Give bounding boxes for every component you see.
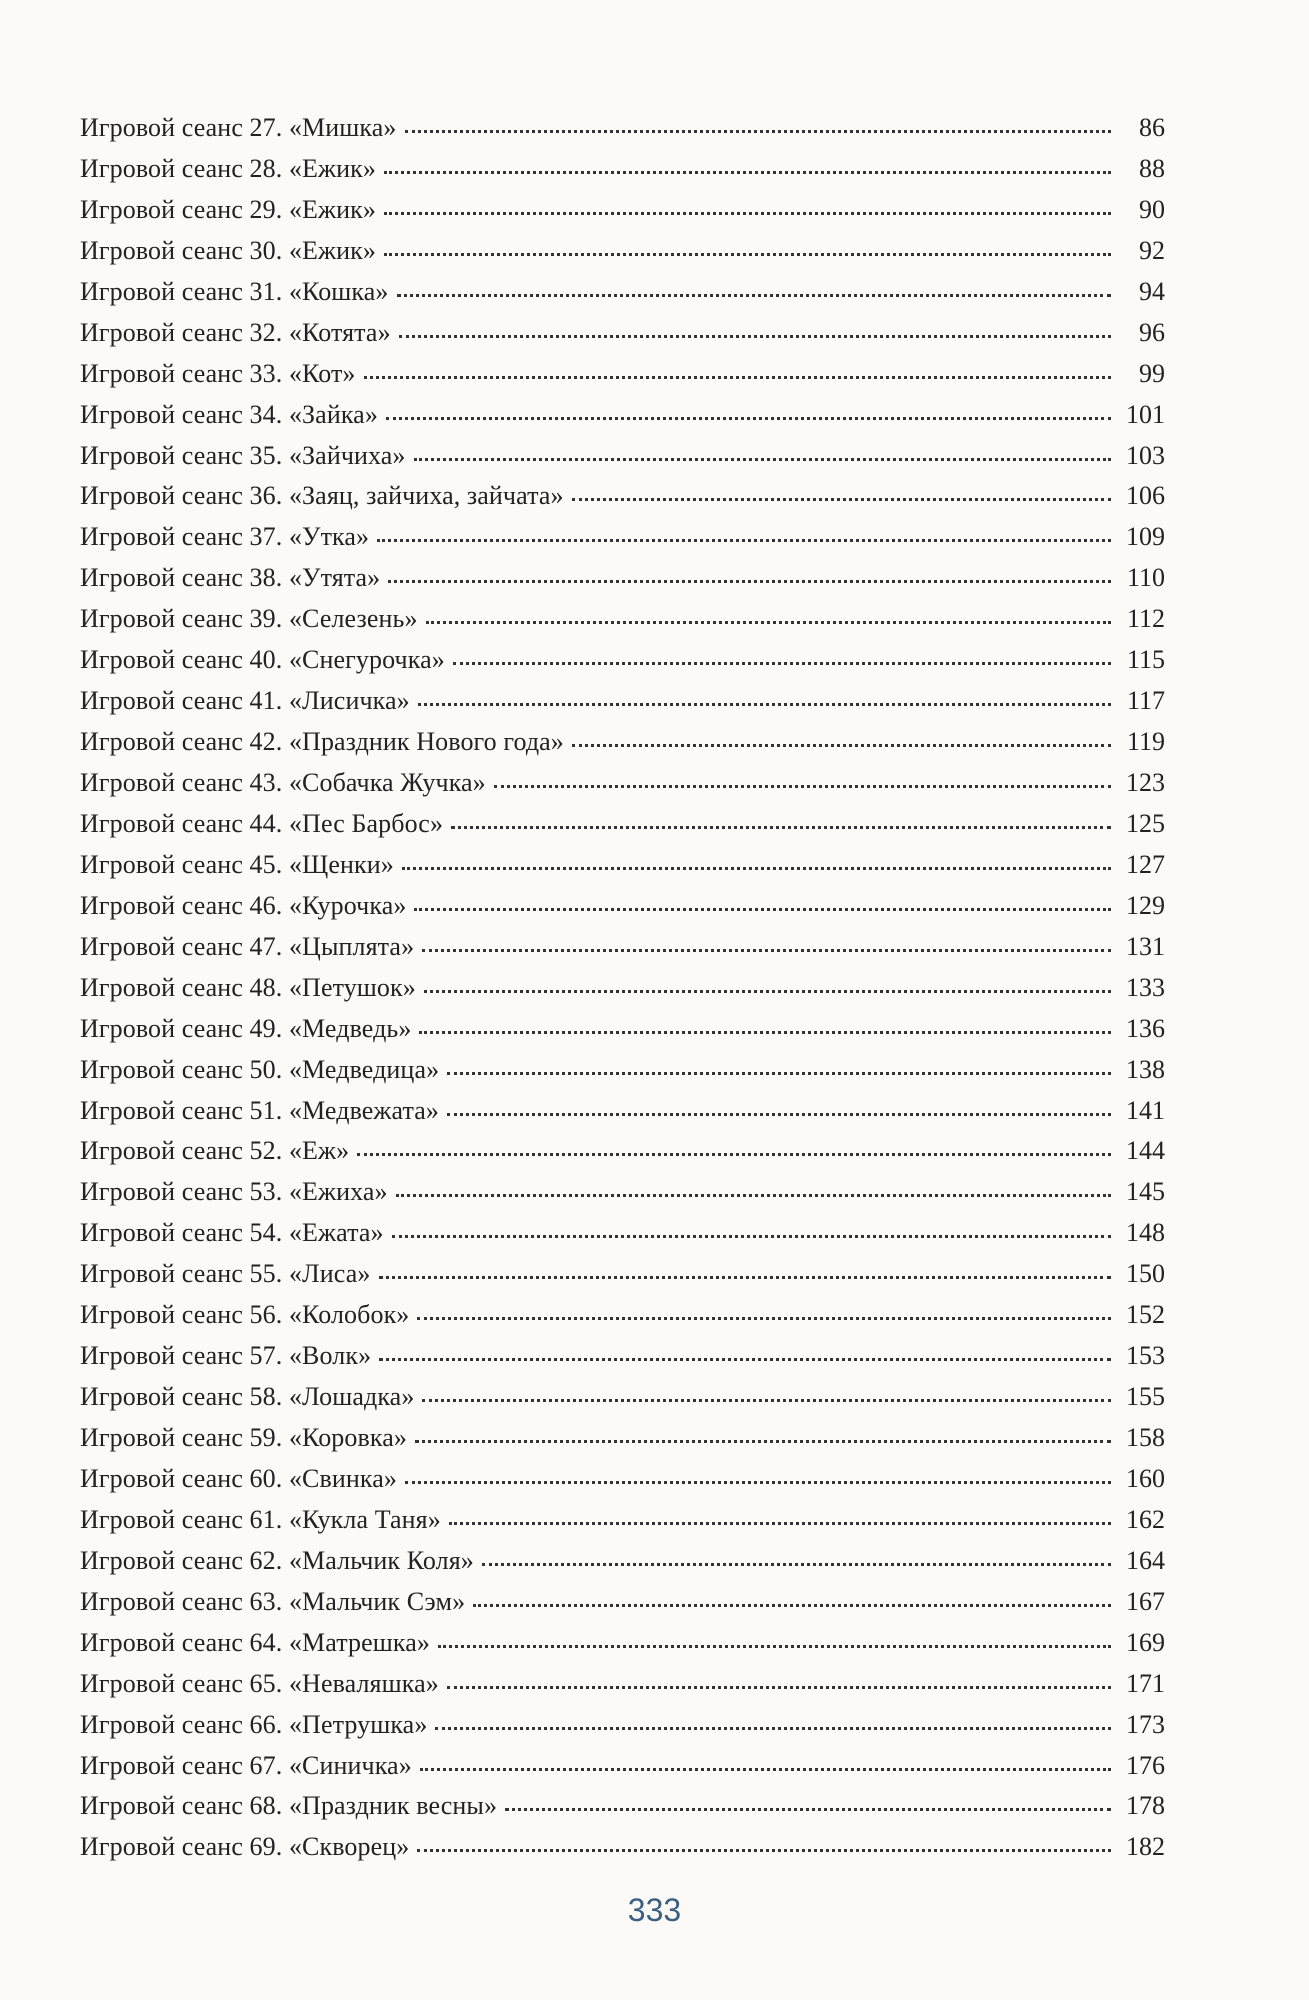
toc-entry-title: Игровой сеанс 66. «Петрушка»: [80, 1709, 428, 1739]
dot-leader: [447, 1111, 1111, 1116]
toc-entry-title: Игровой сеанс 48. «Петушок»: [80, 972, 416, 1002]
toc-entry: [80, 231, 1165, 272]
toc-entry-title: Игровой сеанс 64. «Матрешка»: [80, 1627, 430, 1657]
toc-entry-title: Игровой сеанс 41. «Лисичка»: [80, 686, 410, 716]
toc-entry: [80, 1746, 1165, 1787]
toc-entry: [80, 1664, 1165, 1705]
dot-leader: [438, 1643, 1111, 1648]
dot-leader: [392, 1233, 1111, 1238]
dot-leader: [422, 1397, 1111, 1402]
dot-leader: [417, 1847, 1111, 1852]
toc-entry-page: 109: [1126, 522, 1165, 552]
dot-leader: [415, 1438, 1111, 1443]
toc-entry: [80, 1336, 1165, 1377]
toc-entry-title: Игровой сеанс 34. «Зайка»: [80, 399, 378, 429]
toc-entry-page: 112: [1126, 604, 1165, 634]
toc-entry-title: Игровой сеанс 47. «Цыплята»: [80, 931, 415, 961]
toc-entry-page: 169: [1126, 1627, 1165, 1657]
dot-leader: [422, 947, 1111, 952]
toc-entry: [80, 1254, 1165, 1295]
toc-entry-title: Игровой сеанс 65. «Неваляшка»: [80, 1668, 439, 1698]
toc-entry-page: 101: [1126, 399, 1165, 429]
dot-leader: [388, 578, 1111, 583]
dot-leader: [417, 1315, 1111, 1320]
toc-entry-page: 173: [1126, 1709, 1165, 1739]
toc-entry: [80, 313, 1165, 354]
toc-entry-page: 138: [1126, 1054, 1165, 1084]
dot-leader: [453, 660, 1111, 665]
dot-leader: [426, 619, 1111, 624]
toc-entry: [80, 558, 1165, 599]
toc-entry: [80, 1377, 1165, 1418]
toc-entry: [80, 722, 1165, 763]
toc-entry-page: 133: [1126, 972, 1165, 1002]
toc-entry: [80, 1582, 1165, 1623]
dot-leader: [364, 374, 1111, 379]
dot-leader: [494, 783, 1111, 788]
dot-leader: [447, 1070, 1111, 1075]
toc-entry-page: 148: [1126, 1218, 1165, 1248]
toc-entry: [80, 763, 1165, 804]
toc-entry: [80, 968, 1165, 1009]
dot-leader: [377, 537, 1111, 542]
dot-leader: [397, 292, 1111, 297]
toc-entry-title: Игровой сеанс 31. «Кошка»: [80, 276, 389, 306]
toc-entry: [80, 436, 1165, 477]
dot-leader: [505, 1806, 1111, 1811]
toc-entry-page: 144: [1126, 1136, 1165, 1166]
toc-entry-page: 160: [1126, 1463, 1165, 1493]
toc-entry-title: Игровой сеанс 50. «Медведица»: [80, 1054, 440, 1084]
toc-entry-title: Игровой сеанс 69. «Скворец»: [80, 1832, 410, 1862]
toc-entry-title: Игровой сеанс 43. «Собачка Жучка»: [80, 768, 486, 797]
page-number: 333: [627, 1892, 682, 1928]
toc-entry-title: Игровой сеанс 59. «Коровка»: [80, 1423, 407, 1452]
toc-entry-title: Игровой сеанс 54. «Ежата»: [80, 1218, 384, 1248]
toc-entry: [80, 272, 1165, 313]
dot-leader: [419, 1029, 1111, 1034]
toc-entry: [80, 1295, 1165, 1336]
toc-entry: [80, 190, 1165, 231]
toc-entry-page: 158: [1126, 1423, 1165, 1452]
toc-entry-title: Игровой сеанс 45. «Щенки»: [80, 849, 394, 879]
toc-entry-page: 182: [1126, 1832, 1165, 1862]
toc-entry-title: Игровой сеанс 60. «Свинка»: [80, 1463, 397, 1493]
toc-entry: [80, 149, 1165, 190]
toc-entry: [80, 640, 1165, 681]
toc-entry-title: Игровой сеанс 62. «Мальчик Коля»: [80, 1545, 474, 1575]
dot-leader: [386, 415, 1111, 420]
toc-entry-page: 86: [1139, 113, 1165, 142]
toc-entry-page: 155: [1126, 1382, 1165, 1412]
toc-entry: [80, 1213, 1165, 1254]
toc-entry: [80, 1541, 1165, 1582]
toc-entry-page: 178: [1126, 1791, 1165, 1821]
toc-entry-page: 129: [1126, 890, 1165, 920]
dot-leader: [357, 1151, 1111, 1156]
toc-entry-page: 90: [1139, 194, 1165, 224]
toc-entry: [80, 1705, 1165, 1746]
toc-entry-title: Игровой сеанс 56. «Колобок»: [80, 1300, 410, 1330]
dot-leader: [384, 251, 1111, 256]
toc-entry: [80, 108, 1165, 149]
toc-entry: [80, 1131, 1165, 1172]
dot-leader: [384, 210, 1111, 215]
dot-leader: [402, 865, 1111, 870]
toc-entry: [80, 886, 1165, 927]
toc-entry-page: 115: [1126, 645, 1165, 675]
toc-entry: [80, 1459, 1165, 1500]
dot-leader: [572, 742, 1111, 747]
toc-entry: [80, 476, 1165, 517]
toc-entry-title: Игровой сеанс 30. «Ежик»: [80, 235, 376, 265]
toc-entry-page: 136: [1126, 1013, 1165, 1043]
toc-entry-page: 92: [1139, 235, 1165, 265]
dot-leader: [449, 1520, 1111, 1525]
toc-entry-title: Игровой сеанс 55. «Лиса»: [80, 1259, 371, 1289]
toc-entry-title: Игровой сеанс 29. «Ежик»: [80, 194, 376, 224]
dot-leader: [473, 1602, 1111, 1607]
toc-entry-page: 145: [1126, 1177, 1165, 1207]
toc-entry-title: Игровой сеанс 42. «Праздник Нового года»: [80, 727, 564, 757]
toc-entry-title: Игровой сеанс 33. «Кот»: [80, 358, 356, 388]
toc-entry-title: Игровой сеанс 28. «Ежик»: [80, 153, 376, 183]
toc-entry: [80, 845, 1165, 886]
toc-entry-page: 162: [1126, 1504, 1165, 1534]
dot-leader: [572, 496, 1111, 501]
toc-entry-page: 123: [1126, 768, 1165, 797]
toc-entry-title: Игровой сеанс 39. «Селезень»: [80, 604, 418, 634]
toc-entry: [80, 1786, 1165, 1827]
dot-leader: [418, 701, 1111, 706]
toc-entry-title: Игровой сеанс 63. «Мальчик Сэм»: [80, 1586, 466, 1616]
toc-entry-page: 88: [1139, 153, 1165, 183]
dot-leader: [424, 988, 1111, 993]
toc-entry: [80, 1172, 1165, 1213]
toc-entry-title: Игровой сеанс 32. «Котята»: [80, 317, 391, 347]
dot-leader: [405, 1479, 1111, 1484]
toc-entry-title: Игровой сеанс 68. «Праздник весны»: [80, 1791, 498, 1821]
toc-entry-page: 125: [1126, 808, 1165, 838]
table-of-contents: [80, 108, 1165, 1868]
toc-entry: [80, 681, 1165, 722]
dot-leader: [420, 1766, 1111, 1771]
toc-entry-page: 117: [1126, 686, 1165, 716]
dot-leader: [405, 128, 1112, 133]
toc-entry-title: Игровой сеанс 37. «Утка»: [80, 522, 370, 552]
dot-leader: [414, 906, 1111, 911]
toc-entry-page: 103: [1126, 440, 1165, 470]
dot-leader: [435, 1725, 1111, 1730]
dot-leader: [482, 1561, 1111, 1566]
toc-entry: [80, 1091, 1165, 1132]
toc-entry-title: Игровой сеанс 36. «Заяц, зайчиха, зайчата»: [80, 481, 564, 511]
toc-entry-title: Игровой сеанс 27. «Мишка»: [80, 113, 397, 142]
toc-entry: [80, 1623, 1165, 1664]
toc-entry-page: 167: [1126, 1586, 1165, 1616]
toc-entry-page: 141: [1126, 1095, 1165, 1125]
toc-entry: [80, 1500, 1165, 1541]
toc-entry: [80, 1827, 1165, 1868]
toc-entry-page: 119: [1126, 727, 1165, 757]
toc-entry-page: 176: [1126, 1750, 1165, 1780]
toc-entry: [80, 1009, 1165, 1050]
toc-entry-title: Игровой сеанс 67. «Синичка»: [80, 1750, 412, 1780]
dot-leader: [447, 1684, 1111, 1689]
toc-entry-title: Игровой сеанс 52. «Еж»: [80, 1136, 350, 1166]
toc-entry-title: Игровой сеанс 53. «Ежиха»: [80, 1177, 388, 1207]
toc-entry: [80, 927, 1165, 968]
toc-entry: [80, 517, 1165, 558]
toc-entry-title: Игровой сеанс 35. «Зайчиха»: [80, 440, 406, 470]
dot-leader: [414, 456, 1111, 461]
toc-entry: [80, 1418, 1165, 1459]
toc-entry-title: Игровой сеанс 40. «Снегурочка»: [80, 645, 445, 675]
dot-leader: [379, 1274, 1111, 1279]
toc-entry-title: Игровой сеанс 46. «Курочка»: [80, 890, 407, 920]
toc-entry: [80, 804, 1165, 845]
toc-entry-page: 150: [1126, 1259, 1165, 1289]
dot-leader: [399, 333, 1111, 338]
toc-entry-title: Игровой сеанс 57. «Волк»: [80, 1341, 372, 1371]
toc-entry-page: 127: [1126, 849, 1165, 879]
toc-entry-page: 171: [1126, 1668, 1165, 1698]
dot-leader: [379, 1356, 1111, 1361]
toc-entry: [80, 1050, 1165, 1091]
dot-leader: [451, 824, 1111, 829]
toc-entry: [80, 395, 1165, 436]
toc-entry-page: 164: [1126, 1545, 1165, 1575]
toc-entry: [80, 354, 1165, 395]
toc-entry-title: Игровой сеанс 49. «Медведь»: [80, 1013, 412, 1043]
toc-entry-title: Игровой сеанс 58. «Лошадка»: [80, 1382, 415, 1412]
toc-entry-page: 152: [1126, 1300, 1165, 1330]
toc-entry-title: Игровой сеанс 51. «Медвежата»: [80, 1095, 439, 1125]
dot-leader: [384, 169, 1111, 174]
toc-entry-page: 99: [1139, 358, 1165, 388]
toc-entry-page: 153: [1126, 1341, 1165, 1371]
toc-entry-page: 96: [1139, 317, 1165, 347]
toc-entry-title: Игровой сеанс 61. «Кукла Таня»: [80, 1504, 441, 1534]
toc-entry-title: Игровой сеанс 38. «Утята»: [80, 563, 381, 593]
dot-leader: [396, 1192, 1111, 1197]
toc-entry: [80, 599, 1165, 640]
toc-entry-title: Игровой сеанс 44. «Пес Барбос»: [80, 808, 444, 838]
toc-entry-page: 106: [1126, 481, 1165, 511]
toc-entry-page: 131: [1126, 931, 1165, 961]
toc-entry-page: 110: [1126, 563, 1165, 593]
toc-entry-page: 94: [1139, 276, 1165, 306]
